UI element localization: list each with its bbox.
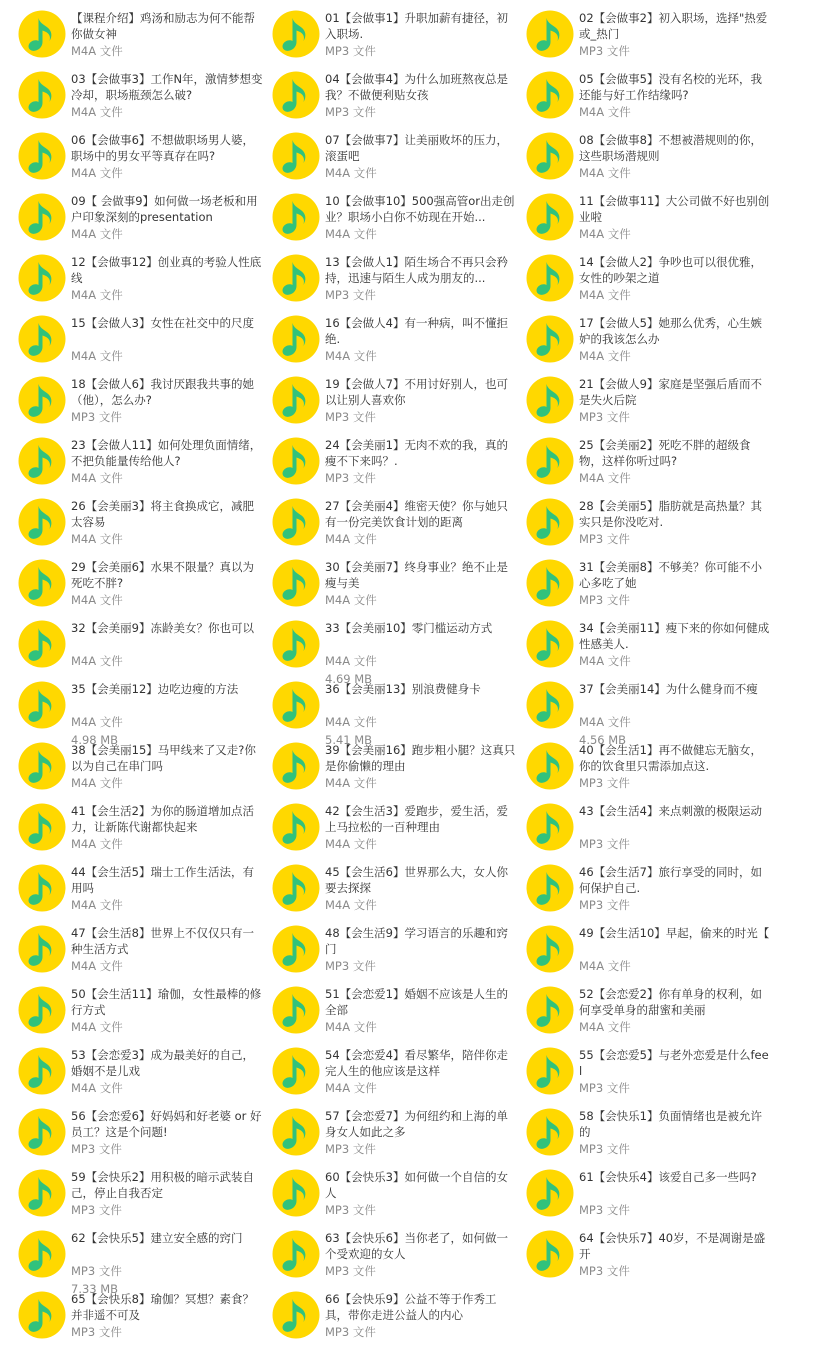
file-title: 54【会恋爱4】看尽繁华，陪伴你走完人生的他应该是这样 (325, 1048, 508, 1078)
file-title: 13【会做人1】陌生场合不再只会矜持，迅速与陌生人成为朋友的... (325, 255, 508, 285)
music-note-icon (18, 1230, 66, 1278)
file-type: M4A 文件 (71, 959, 123, 973)
music-note-icon (272, 559, 320, 607)
file-type: M4A 文件 (71, 654, 123, 668)
file-title: 10【会做事10】500强高管or出走创业？职场小白你不妨现在开始... (325, 194, 515, 224)
file-type: MP3 文件 (71, 1203, 122, 1217)
file-item[interactable] (526, 1043, 780, 1104)
music-note-icon (18, 1291, 66, 1339)
file-type: MP3 文件 (579, 532, 630, 546)
music-note-icon (18, 498, 66, 546)
file-title: 08【会做事8】不想被潜规则的你，这些职场潜规则 (579, 133, 762, 163)
file-size: 7.33 MB (71, 1282, 119, 1296)
music-note-icon (18, 315, 66, 363)
music-note-icon (18, 559, 66, 607)
music-note-icon (18, 437, 66, 485)
file-item[interactable] (272, 738, 526, 799)
file-type: M4A 文件 (325, 166, 377, 180)
file-type: M4A 文件 (71, 1020, 123, 1034)
file-title: 56【会恋爱6】好妈妈和好老婆 or 好员工？这是个问题! (71, 1109, 262, 1139)
file-type: M4A 文件 (71, 898, 123, 912)
file-item[interactable] (18, 1287, 272, 1348)
music-note-icon (272, 10, 320, 58)
file-item[interactable] (526, 677, 780, 747)
file-type: M4A 文件 (579, 654, 631, 668)
file-type: M4A 文件 (325, 776, 377, 790)
music-note-icon (272, 620, 320, 668)
file-title: 31【会美丽8】不够美？你可能不小心多吃了她 (579, 560, 762, 590)
file-item[interactable] (272, 67, 526, 128)
file-type: M4A 文件 (325, 593, 377, 607)
file-item[interactable] (272, 555, 526, 616)
music-note-icon (272, 864, 320, 912)
music-note-icon (526, 742, 574, 790)
file-type: M4A 文件 (325, 227, 377, 241)
file-item[interactable] (272, 6, 526, 67)
file-item[interactable] (272, 372, 526, 433)
music-note-icon (18, 10, 66, 58)
file-title: 01【会做事1】升职加薪有捷径，初入职场. (325, 11, 508, 41)
music-note-icon (18, 620, 66, 668)
file-item[interactable] (18, 494, 272, 555)
file-type: MP3 文件 (579, 776, 630, 790)
file-item[interactable] (526, 982, 780, 1043)
file-title: 29【会美丽6】水果不限量？真以为死吃不胖? (71, 560, 254, 590)
file-type: M4A 文件 (71, 471, 123, 485)
music-note-icon (18, 1047, 66, 1095)
file-type: MP3 文件 (71, 1325, 122, 1339)
file-item[interactable] (272, 677, 526, 747)
music-note-icon (526, 620, 574, 668)
file-item[interactable] (272, 433, 526, 494)
file-item[interactable] (272, 921, 526, 982)
file-title: 05【会做事5】没有名校的光环，我还能与好工作结缘吗? (579, 72, 762, 102)
file-item[interactable] (526, 799, 780, 860)
file-title: 61【会快乐4】该爱自己多一些吗? (579, 1170, 757, 1184)
file-type: MP3 文件 (579, 898, 630, 912)
file-title: 45【会生活6】世界那么大，女人你要去探探 (325, 865, 508, 895)
file-item[interactable] (18, 372, 272, 433)
file-type: M4A 文件 (71, 166, 123, 180)
music-note-icon (272, 803, 320, 851)
file-title: 32【会美丽9】冻龄美女？你也可以 (71, 621, 254, 635)
file-title: 12【会做事12】创业真的考验人性底线 (71, 255, 262, 285)
file-title: 15【会做人3】女性在社交中的尺度 (71, 316, 254, 330)
file-type: M4A 文件 (71, 288, 123, 302)
file-title: 58【会快乐1】负面情绪也是被允许的 (579, 1109, 762, 1139)
file-item[interactable] (272, 311, 526, 372)
file-type: MP3 文件 (325, 410, 376, 424)
file-item[interactable] (526, 921, 780, 982)
file-type: MP3 文件 (579, 1142, 630, 1156)
file-type: MP3 文件 (579, 44, 630, 58)
file-type: M4A 文件 (579, 288, 631, 302)
file-title: 63【会快乐6】当你老了，如何做一个受欢迎的女人 (325, 1231, 508, 1261)
file-type: MP3 文件 (325, 1142, 376, 1156)
file-item[interactable] (526, 738, 780, 799)
file-item[interactable] (18, 1165, 272, 1226)
music-note-icon (272, 498, 320, 546)
file-type: M4A 文件 (71, 593, 123, 607)
file-type: MP3 文件 (325, 959, 376, 973)
file-title: 23【会做人11】如何处理负面情绪，不把负能量传给他人? (71, 438, 262, 468)
file-title: 60【会快乐3】如何做一个自信的女人 (325, 1170, 508, 1200)
file-item[interactable] (18, 555, 272, 616)
music-note-icon (272, 1169, 320, 1217)
file-item[interactable] (526, 1226, 780, 1287)
music-note-icon (18, 254, 66, 302)
file-type: M4A 文件 (579, 105, 631, 119)
file-item[interactable] (272, 128, 526, 189)
file-title: 33【会美丽10】零门槛运动方式 (325, 621, 493, 635)
file-item[interactable] (526, 128, 780, 189)
file-title: 03【会做事3】工作N年，激情梦想变冷却，职场瓶颈怎么破? (71, 72, 263, 102)
music-note-icon (272, 1230, 320, 1278)
file-size: 4.56 MB (579, 733, 627, 747)
file-item[interactable] (18, 311, 272, 372)
music-note-icon (526, 1230, 574, 1278)
file-item[interactable] (18, 1043, 272, 1104)
file-title: 04【会做事4】为什么加班熬夜总是我？不做便利贴女孩 (325, 72, 508, 102)
file-type: M4A 文件 (325, 898, 377, 912)
file-item[interactable] (272, 1104, 526, 1165)
file-type: MP3 文件 (325, 471, 376, 485)
music-note-icon (526, 986, 574, 1034)
file-type: MP3 文件 (325, 1203, 376, 1217)
file-title: 34【会美丽11】瘦下来的你如何健成性感美人. (579, 621, 770, 651)
file-type: MP3 文件 (579, 1081, 630, 1095)
file-type: MP3 文件 (579, 837, 630, 851)
file-type: MP3 文件 (579, 593, 630, 607)
file-item[interactable] (18, 250, 272, 311)
music-note-icon (526, 803, 574, 851)
file-type: M4A 文件 (325, 1020, 377, 1034)
file-type: M4A 文件 (325, 349, 377, 363)
music-note-icon (526, 376, 574, 424)
file-item[interactable] (18, 738, 272, 799)
file-item[interactable] (272, 1287, 526, 1348)
file-type: M4A 文件 (579, 715, 631, 729)
file-item[interactable] (272, 616, 526, 686)
file-type: MP3 文件 (71, 1142, 122, 1156)
file-type: M4A 文件 (325, 1081, 377, 1095)
file-title: 30【会美丽7】终身事业？绝不止是瘦与美 (325, 560, 508, 590)
file-item[interactable] (526, 555, 780, 616)
file-type: M4A 文件 (579, 349, 631, 363)
file-type: M4A 文件 (71, 776, 123, 790)
file-title: 47【会生活8】世界上不仅仅只有一种生活方式 (71, 926, 254, 956)
music-note-icon (272, 986, 320, 1034)
music-note-icon (18, 71, 66, 119)
music-note-icon (18, 986, 66, 1034)
music-note-icon (272, 1108, 320, 1156)
file-item[interactable] (272, 982, 526, 1043)
music-note-icon (272, 742, 320, 790)
file-title: 62【会快乐5】建立安全感的窍门 (71, 1231, 243, 1245)
file-item[interactable] (18, 921, 272, 982)
file-item[interactable] (526, 311, 780, 372)
file-title: 28【会美丽5】脂肪就是高热量？其实只是你没吃对. (579, 499, 762, 529)
file-item[interactable] (272, 799, 526, 860)
file-title: 17【会做人5】她那么优秀，心生嫉妒的我该怎么办 (579, 316, 762, 346)
file-type: M4A 文件 (579, 471, 631, 485)
music-note-icon (272, 132, 320, 180)
music-note-icon (272, 1047, 320, 1095)
file-type: M4A 文件 (325, 654, 377, 668)
music-note-icon (272, 71, 320, 119)
file-type: MP3 文件 (325, 1264, 376, 1278)
music-note-icon (526, 864, 574, 912)
file-item[interactable] (18, 860, 272, 921)
file-title: 07【会做事7】让美丽败坏的压力，滚蛋吧 (325, 133, 508, 163)
music-note-icon (18, 376, 66, 424)
file-item[interactable] (526, 67, 780, 128)
file-title: 21【会做人9】家庭是坚强后盾而不是失火后院 (579, 377, 762, 407)
file-item[interactable] (18, 1104, 272, 1165)
file-item[interactable] (272, 189, 526, 250)
file-title: 53【会恋爱3】成为最美好的自己，婚姻不是儿戏 (71, 1048, 254, 1078)
file-item[interactable] (18, 128, 272, 189)
file-title: 16【会做人4】有一种病，叫不懂拒绝. (325, 316, 508, 346)
music-note-icon (526, 437, 574, 485)
file-size: 4.69 MB (325, 672, 373, 686)
file-title: 11【会做事11】大公司做不好也别创业啦 (579, 194, 770, 224)
file-item[interactable] (272, 250, 526, 311)
file-size: 4.98 MB (71, 733, 119, 747)
file-title: 24【会美丽1】无肉不欢的我，真的瘦不下来吗？. (325, 438, 508, 468)
file-title: 37【会美丽14】为什么健身而不瘦 (579, 682, 758, 696)
music-note-icon (526, 498, 574, 546)
file-type: M4A 文件 (71, 532, 123, 546)
music-note-icon (18, 681, 66, 729)
file-type: M4A 文件 (71, 227, 123, 241)
file-item[interactable] (526, 6, 780, 67)
music-note-icon (526, 315, 574, 363)
music-note-icon (18, 193, 66, 241)
file-title: 65【会快乐8】瑜伽？冥想？素食？并非遥不可及 (71, 1292, 254, 1322)
file-item[interactable] (272, 494, 526, 555)
file-item[interactable] (18, 982, 272, 1043)
file-type: M4A 文件 (325, 532, 377, 546)
music-note-icon (526, 254, 574, 302)
file-type: MP3 文件 (71, 1264, 122, 1278)
file-title: 35【会美丽12】边吃边瘦的方法 (71, 682, 239, 696)
file-item[interactable] (18, 677, 272, 747)
file-title: 46【会生活7】旅行享受的同时，如何保护自己. (579, 865, 762, 895)
file-type: M4A 文件 (71, 105, 123, 119)
music-note-icon (526, 681, 574, 729)
music-note-icon (18, 742, 66, 790)
file-item[interactable] (272, 860, 526, 921)
file-title: 43【会生活4】来点刺激的极限运动 (579, 804, 762, 818)
file-type: M4A 文件 (325, 715, 377, 729)
file-type: M4A 文件 (579, 227, 631, 241)
music-note-icon (526, 193, 574, 241)
file-type: M4A 文件 (579, 959, 631, 973)
file-item[interactable] (526, 860, 780, 921)
file-type: M4A 文件 (71, 44, 123, 58)
file-title: 26【会美丽3】将主食换成它，减肥太容易 (71, 499, 254, 529)
file-item[interactable] (18, 1226, 272, 1296)
music-note-icon (526, 1169, 574, 1217)
file-title: 19【会做人7】不用讨好别人，也可以让别人喜欢你 (325, 377, 508, 407)
file-item[interactable] (526, 1104, 780, 1165)
file-title: 51【会恋爱1】婚姻不应该是人生的全部 (325, 987, 508, 1017)
file-item[interactable] (526, 616, 780, 677)
music-note-icon (526, 559, 574, 607)
file-type: MP3 文件 (325, 105, 376, 119)
file-item[interactable] (526, 189, 780, 250)
file-title: 44【会生活5】瑞士工作生活法，有用吗 (71, 865, 254, 895)
music-note-icon (526, 925, 574, 973)
file-title: 64【会快乐7】40岁，不是凋谢是盛开 (579, 1231, 766, 1261)
music-note-icon (526, 132, 574, 180)
file-title: 49【会生活10】早起，偷来的时光【 (579, 926, 770, 940)
file-size: 5.41 MB (325, 733, 373, 747)
file-title: 36【会美丽13】别浪费健身卡 (325, 682, 481, 696)
file-item[interactable] (526, 494, 780, 555)
file-title: 41【会生活2】为你的肠道增加点活力，让新陈代谢都快起来 (71, 804, 254, 834)
file-title: 38【会美丽15】马甲线来了又走?你以为自己在串门吗 (71, 743, 256, 773)
music-note-icon (526, 1047, 574, 1095)
file-title: 48【会生活9】学习语言的乐趣和窍门 (325, 926, 508, 956)
file-title: 50【会生活11】瑜伽，女性最棒的修行方式 (71, 987, 262, 1017)
file-type: M4A 文件 (71, 837, 123, 851)
file-item[interactable] (526, 1165, 780, 1226)
file-title: 14【会做人2】争吵也可以很优雅，女性的吵架之道 (579, 255, 762, 285)
file-title: 25【会美丽2】死吃不胖的超级食物，这样你听过吗? (579, 438, 751, 468)
music-note-icon (272, 376, 320, 424)
music-note-icon (18, 1169, 66, 1217)
file-title: 39【会美丽16】跑步粗小腿？这真只是你偷懒的理由 (325, 743, 516, 773)
file-type: M4A 文件 (71, 349, 123, 363)
file-type: MP3 文件 (325, 44, 376, 58)
music-note-icon (18, 132, 66, 180)
file-type: MP3 文件 (325, 288, 376, 302)
music-note-icon (526, 10, 574, 58)
file-item[interactable] (18, 189, 272, 250)
music-note-icon (272, 925, 320, 973)
file-type: M4A 文件 (71, 715, 123, 729)
file-item[interactable] (526, 372, 780, 433)
file-item[interactable] (18, 67, 272, 128)
file-title: 18【会做人6】我讨厌跟我共事的她（他），怎么办? (71, 377, 254, 407)
file-item[interactable] (272, 1043, 526, 1104)
music-note-icon (272, 1291, 320, 1339)
file-type: MP3 文件 (579, 1203, 630, 1217)
file-item[interactable] (272, 1165, 526, 1226)
file-type: MP3 文件 (579, 410, 630, 424)
file-title: 27【会美丽4】维密天使？你与她只有一份完美饮食计划的距离 (325, 499, 508, 529)
file-item[interactable] (18, 433, 272, 494)
music-note-icon (18, 1108, 66, 1156)
music-note-icon (272, 681, 320, 729)
music-note-icon (272, 437, 320, 485)
file-title: 【课程介绍】鸡汤和励志为何不能帮你做女神 (71, 11, 255, 41)
file-item[interactable] (526, 433, 780, 494)
file-title: 06【会做事6】不想做职场男人婆，职场中的男女平等真存在吗? (71, 133, 254, 163)
music-note-icon (18, 803, 66, 851)
file-item[interactable] (18, 799, 272, 860)
file-item[interactable] (526, 250, 780, 311)
file-title: 59【会快乐2】用积极的暗示武装自己，停止自我否定 (71, 1170, 254, 1200)
file-type: MP3 文件 (71, 410, 122, 424)
file-type: MP3 文件 (579, 1264, 630, 1278)
file-type: M4A 文件 (579, 166, 631, 180)
file-title: 02【会做事2】初入职场，选择"热爱或_热门 (579, 11, 768, 41)
file-type: MP3 文件 (325, 1325, 376, 1339)
file-title: 40【会生活1】再不做健忘无脑女，你的饮食里只需添加点这. (579, 743, 762, 773)
file-item[interactable] (272, 1226, 526, 1287)
file-title: 42【会生活3】爱跑步，爱生活，爱上马拉松的一百种理由 (325, 804, 508, 834)
file-title: 09【 会做事9】如何做一场老板和用户印象深刻的presentation (71, 194, 258, 224)
file-type: M4A 文件 (579, 1020, 631, 1034)
file-item[interactable] (18, 616, 272, 677)
music-note-icon (272, 193, 320, 241)
music-note-icon (18, 925, 66, 973)
music-note-icon (272, 315, 320, 363)
file-type: M4A 文件 (325, 837, 377, 851)
file-type: M4A 文件 (71, 1081, 123, 1095)
music-note-icon (272, 254, 320, 302)
file-title: 52【会恋爱2】你有单身的权利，如何享受单身的甜蜜和美丽 (579, 987, 762, 1017)
file-item[interactable] (18, 6, 272, 67)
file-title: 66【会快乐9】公益不等于作秀工具，带你走进公益人的内心 (325, 1292, 497, 1322)
file-title: 55【会恋爱5】与老外恋爱是什么feel (579, 1048, 769, 1078)
music-note-icon (526, 71, 574, 119)
music-note-icon (18, 864, 66, 912)
music-note-icon (526, 1108, 574, 1156)
file-title: 57【会恋爱7】为何纽约和上海的单身女人如此之多 (325, 1109, 508, 1139)
